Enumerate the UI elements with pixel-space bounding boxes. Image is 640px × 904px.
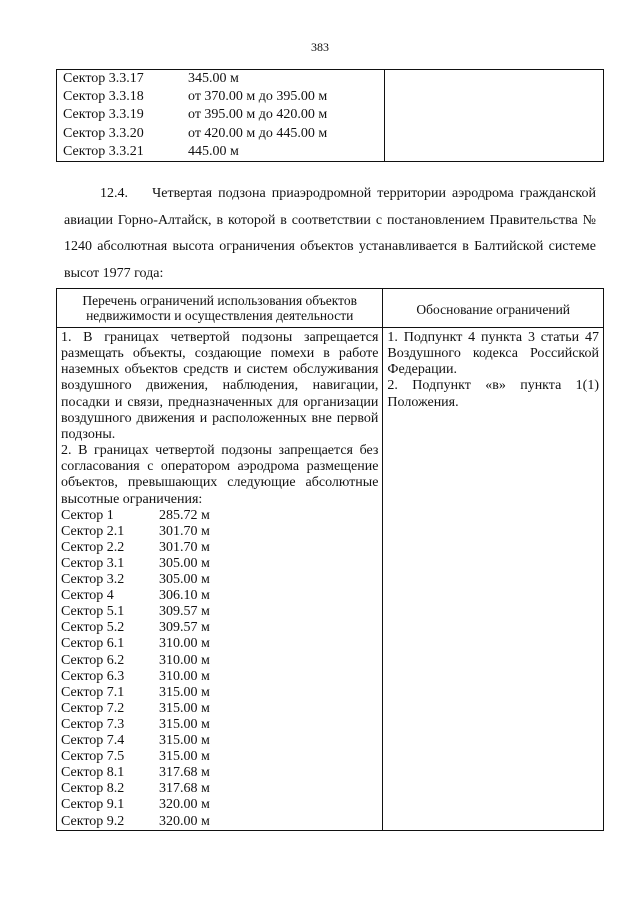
basis-cell	[383, 328, 604, 831]
sector-height: 317.68 м	[159, 765, 210, 781]
sector-height: 315.00 м	[159, 700, 210, 716]
sector-height: 310.00 м	[159, 668, 210, 684]
sector-height: 315.00 м	[159, 749, 210, 765]
sector-row	[61, 797, 378, 813]
sector-height: 301.70 м	[159, 539, 210, 555]
sector-row	[63, 88, 384, 106]
sector-height: 309.57 м	[159, 620, 210, 636]
sector-name: Сектор 6.2	[61, 652, 125, 668]
sector-name: Сектор 7.5	[61, 749, 125, 765]
sector-height: 305.00 м	[159, 556, 210, 571]
sector-row	[61, 508, 378, 524]
sector-row	[61, 781, 378, 797]
sector-row	[61, 604, 378, 620]
sector-list	[63, 70, 384, 161]
basis-item-1: 1. Подпункт 4 пункта 3 статьи 47 Воздушного кодекса Российской Федерации.	[387, 330, 599, 378]
sector-height: 285.72 м	[159, 507, 210, 523]
sector-name: Сектор 7.2	[61, 700, 125, 716]
sector-name: Сектор 3.3.18	[63, 89, 144, 105]
sector-name: Сектор 8.1	[61, 765, 125, 781]
sector-name: Сектор 5.1	[61, 604, 125, 620]
sector-height: 306.10 м	[159, 588, 210, 604]
sector-list-cell	[57, 70, 385, 162]
sector-row	[61, 733, 378, 749]
sector-row	[63, 125, 384, 143]
sector-name: Сектор 3.3.21	[63, 143, 144, 159]
sector-row	[61, 620, 378, 636]
sector-continuation-table	[56, 69, 604, 162]
sector-height: 315.00 м	[159, 684, 210, 700]
sector-row	[61, 524, 378, 540]
sector-row	[61, 588, 378, 604]
sector-name: Сектор 2.2	[61, 539, 125, 555]
sector-name: Сектор 3.3.20	[63, 125, 144, 141]
section-number: 12.4.	[100, 186, 128, 201]
sector-name: Сектор 1	[61, 507, 114, 523]
sector-height: 315.00 м	[159, 716, 210, 732]
sector-height: 309.57 м	[159, 604, 210, 620]
sector-row	[61, 685, 378, 701]
sector-name: Сектор 8.2	[61, 781, 125, 797]
sector-row	[61, 765, 378, 781]
empty-basis-cell	[384, 70, 603, 162]
header-restrictions: Перечень ограничений использования объектов недвижимости и осуществления деятельности	[57, 289, 383, 328]
header-basis: Обоснование ограничений	[383, 289, 604, 328]
restriction-item-2: 2. В границах четвертой подзоны запрещается без согласования с оператором аэродрома размещение объектов, превышающих следующие абсолютные высотные ограничения:	[61, 443, 379, 507]
sector-height: 310.00 м	[159, 652, 210, 668]
basis-item-2: 2. Подпункт «в» пункта 1(1) Положения.	[387, 378, 599, 410]
sector-name: Сектор 7.4	[61, 733, 125, 749]
sector-name: Сектор 3.3.19	[63, 107, 144, 123]
sector-height: 315.00 м	[159, 733, 210, 749]
restrictions-table	[56, 288, 604, 831]
sector-name: Сектор 7.3	[61, 716, 125, 732]
sector-height: 310.00 м	[159, 636, 210, 652]
sector-row	[61, 556, 378, 572]
sector-name: Сектор 6.1	[61, 636, 125, 652]
sector-height: 305.00 м	[159, 572, 210, 588]
sector-row	[61, 572, 378, 588]
restrictions-cell	[57, 328, 383, 831]
sector-row	[63, 106, 384, 124]
sector-height: 345.00 м	[188, 71, 239, 86]
sector-name: Сектор 3.2	[61, 572, 125, 588]
sector-row	[63, 143, 384, 161]
sector-row	[61, 749, 378, 765]
sector-row	[61, 717, 378, 733]
sector-row	[61, 701, 378, 717]
sector-height: 320.00 м	[159, 797, 210, 813]
sector-height: от 370.00 м до 395.00 м	[188, 89, 328, 105]
sector-name: Сектор 7.1	[61, 684, 125, 700]
sector-name: Сектор 3.3.17	[63, 71, 144, 86]
section-text: Четвертая подзона приаэродромной территории аэродрома гражданской авиации Горно-Алтайск, в которой в соответствии с постановлением Правительства № 1240 абсолютная высота ограничения объектов устанавливается в Балтийской системе высот 1977 года:	[64, 186, 597, 281]
sector-row	[61, 540, 378, 556]
sector-name: Сектор 4	[61, 588, 114, 604]
sector-row	[61, 653, 378, 669]
sector-height: 320.00 м	[159, 813, 210, 829]
sector-row	[61, 636, 378, 652]
sector-height: 301.70 м	[159, 523, 210, 539]
sector-height: 445.00 м	[188, 143, 239, 159]
sector-name: Сектор 9.2	[61, 813, 125, 829]
sector-name: Сектор 2.1	[61, 523, 125, 539]
sector-height: от 420.00 м до 445.00 м	[188, 125, 328, 141]
sector-name: Сектор 6.3	[61, 668, 125, 684]
section-paragraph	[64, 181, 596, 287]
sector-name: Сектор 5.2	[61, 620, 125, 636]
sector-height: 317.68 м	[159, 781, 210, 797]
sector-height: от 395.00 м до 420.00 м	[188, 107, 328, 123]
sector-row	[63, 70, 384, 88]
height-limits-list	[61, 508, 378, 830]
sector-name: Сектор 3.1	[61, 556, 125, 571]
page-number: 383	[311, 40, 329, 54]
sector-row	[61, 814, 378, 830]
restriction-item-1: 1. В границах четвертой подзоны запрещается размещать объекты, создающие помехи в работе наземных объектов средств и систем обслуживания воздушного движения, наблюдения, навигации, посадки и связи, предназначенных для организации воздушного движения и расположенных вне первой подзоны.	[61, 330, 379, 442]
sector-row	[61, 669, 378, 685]
sector-name: Сектор 9.1	[61, 797, 125, 813]
